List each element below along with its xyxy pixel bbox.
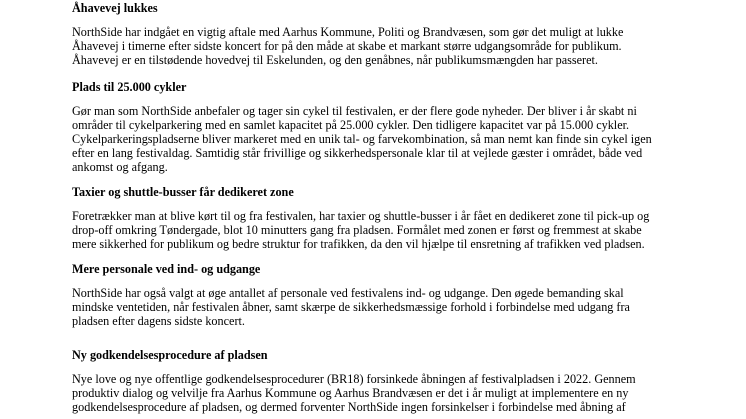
paragraph-line: produktiv dialog og velvilje fra Aarhus Kommune og Aarhus Brandvæsen er det i år muligt at implementere en ny bbox=[72, 386, 629, 401]
section-aahavevej bbox=[72, 1, 684, 67]
paragraph-line: Åhavevej er en tilstødende hovedvej til Eskelunden, og den genåbnes, når publikumsmængden har passeret. bbox=[72, 53, 598, 68]
section-heading: Mere personale ved ind- og udgange bbox=[72, 262, 261, 276]
paragraph-line: drop-off omkring Tøndergade, blot 10 minutters gang fra pladsen. Formålet med zonen er først og fremmest at skabe bbox=[72, 223, 642, 238]
section-heading: Åhavevej lukkes bbox=[72, 1, 158, 15]
section-bicycles bbox=[72, 80, 684, 175]
section-paragraph bbox=[72, 199, 684, 251]
paragraph-line: mindske ventetiden, når festivalen åbner, samt skærpe de sikkerhedsmæssige forhold i forbindelse med udgang fra bbox=[72, 300, 630, 315]
paragraph-line: områder til cykelparkering med en samlet kapacitet på 25.000 cykler. Den tidligere kapacitet var på 15.000 cykler. bbox=[72, 118, 630, 133]
paragraph-line: ankomst og afgang. bbox=[72, 160, 168, 175]
section-heading: Ny godkendelsesprocedure af pladsen bbox=[72, 348, 268, 362]
paragraph-line: efter en lang festivaldag. Samtidig står frivillige og sikkerhedspersonale klar til at vejlede gæster i området, både ved bbox=[72, 146, 643, 161]
paragraph-line: Gør man som NorthSide anbefaler og tager sin cykel til festivalen, er der flere gode nyheder. Der bliver i år skabt ni bbox=[72, 104, 637, 119]
paragraph-line: mere sikkerhed for publikum og bedre struktur for trafikken, da den vil hjælpe til ensretning af trafikken ved pladsen. bbox=[72, 237, 645, 252]
paragraph-line: pladsen efter dagens sidste koncert. bbox=[72, 314, 245, 329]
section-approval bbox=[72, 348, 684, 414]
section-heading: Plads til 25.000 cykler bbox=[72, 80, 187, 94]
paragraph-line: Nye love og nye offentlige godkendelsesprocedurer (BR18) forsinkede åbningen af festivalpladsen i 2022. Gennem bbox=[72, 372, 636, 387]
section-staff bbox=[72, 262, 684, 328]
paragraph-line: NorthSide har også valgt at øge antallet af personale ved festivalens ind- og udgange. Den øgede bemanding skal bbox=[72, 286, 624, 301]
paragraph-line: Foretrækker man at blive kørt til og fra festivalen, har taxier og shuttle-busser i år fået en dedikeret zone til pick-up og bbox=[72, 209, 650, 224]
section-paragraph bbox=[72, 94, 684, 174]
paragraph-line: Åhavevej i timerne efter sidste koncert for på den måde at skabe et markant større udgangsområde for publikum. bbox=[72, 39, 622, 54]
section-paragraph bbox=[72, 15, 684, 67]
section-paragraph bbox=[72, 276, 684, 328]
paragraph-line: godkendelsesprocedure af pladsen, og dermed forventer NorthSide ingen forsinkelser i forbindelse med åbning af bbox=[72, 400, 626, 415]
section-heading: Taxier og shuttle-busser får dedikeret zone bbox=[72, 185, 294, 199]
paragraph-line: NorthSide har indgået en vigtig aftale med Aarhus Kommune, Politi og Brandvæsen, som gør det muligt at lukke bbox=[72, 25, 624, 40]
section-paragraph bbox=[72, 362, 684, 414]
section-taxi-zone bbox=[72, 185, 684, 251]
paragraph-line: Cykelparkeringspladserne bliver markeret med en unik tal- og farvekombination, så man nemt kan finde sin cykel igen bbox=[72, 132, 652, 147]
